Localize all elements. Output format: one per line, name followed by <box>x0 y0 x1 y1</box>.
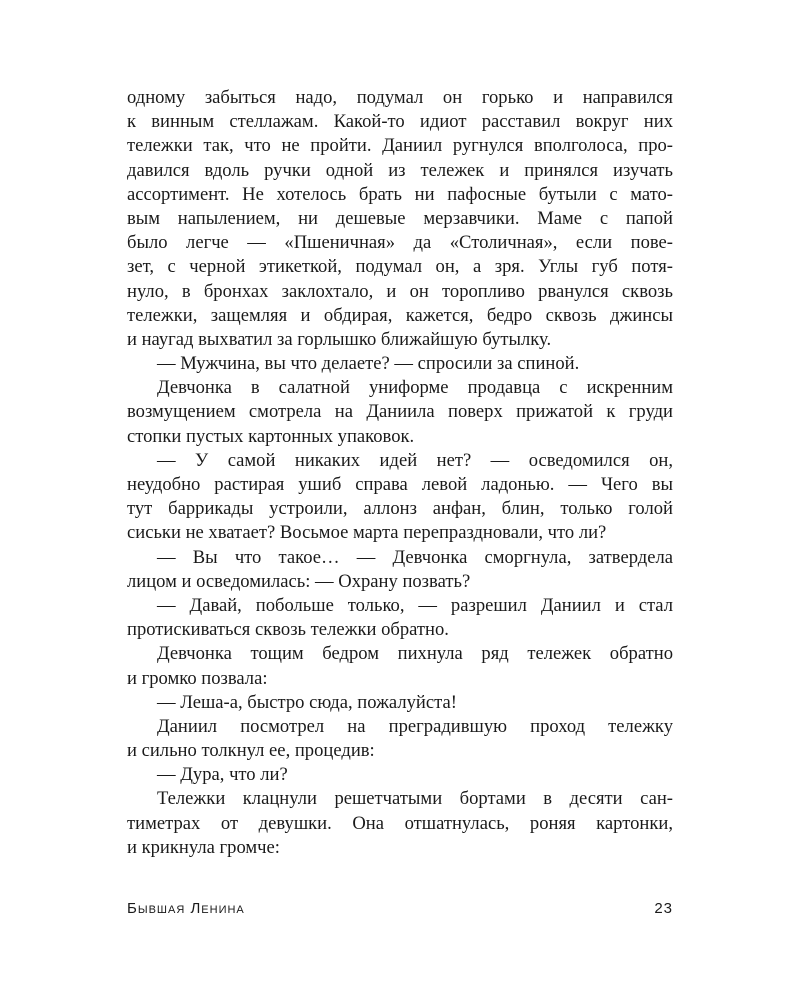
text-line: тележки, защемляя и обдирая, кажется, бедро сквозь джинсы <box>127 304 673 326</box>
paragraph <box>127 546 673 594</box>
text-line: — Леша-а, быстро сюда, пожалуйста! <box>157 691 457 713</box>
running-title: Бывшая Ленина <box>127 900 245 917</box>
text-line: — Вы что такое… — Девчонка сморгнула, затвердела <box>157 546 673 568</box>
paragraph <box>127 376 673 449</box>
paragraph <box>127 449 673 546</box>
text-line: возмущением смотрела на Даниила поверх прижатой к груди <box>127 401 673 423</box>
paragraph <box>127 691 673 715</box>
text-line: Тележки клацнули решетчатыми бортами в десяти сан- <box>157 788 673 810</box>
text-line: и громко позвала: <box>127 667 268 689</box>
text-line: протискиваться сквозь тележки обратно. <box>127 619 449 641</box>
text-line: лицом и осведомилась: — Охрану позвать? <box>127 570 471 592</box>
text-line: — Давай, побольше только, — разрешил Даниил и стал <box>157 594 673 616</box>
text-line: к винным стеллажам. Какой-то идиот расставил вокруг них <box>127 111 673 133</box>
text-line: давился вдоль ручки одной из тележек и принялся изучать <box>127 159 673 181</box>
text-line: одному забыться надо, подумал он горько и направился <box>127 87 673 108</box>
page-footer <box>127 900 673 924</box>
text-line: Девчонка в салатной униформе продавца с искренним <box>157 377 673 399</box>
text-line: Даниил посмотрел на преградившую проход тележку <box>157 715 673 737</box>
paragraph <box>127 642 673 690</box>
page-number: 23 <box>654 900 673 917</box>
text-line: тележки так, что не пройти. Даниил ругнулся вполголоса, про- <box>127 135 673 157</box>
text-line: стопки пустых картонных упаковок. <box>127 425 415 447</box>
paragraph <box>127 352 673 376</box>
page-body-text <box>127 86 673 860</box>
text-line: и наугад выхватил за горлышко ближайшую бутылку. <box>127 328 552 350</box>
text-line: — Дура, что ли? <box>157 764 288 786</box>
text-line: — Мужчина, вы что делаете? — спросили за спиной. <box>157 353 580 375</box>
paragraph <box>127 86 673 352</box>
text-line: и сильно толкнул ее, процедив: <box>127 740 375 762</box>
paragraph <box>127 787 673 860</box>
text-line: нуло, в бронхах заклохтало, и он торопливо рванулся сквозь <box>127 280 673 302</box>
text-line: — У самой никаких идей нет? — осведомился он, <box>157 449 673 471</box>
text-line: сиськи не хватает? Восьмое марта перепраздновали, что ли? <box>127 522 607 544</box>
text-line: зет, с черной этикеткой, подумал он, а зря. Углы губ потя- <box>127 256 673 278</box>
text-line: тиметрах от девушки. Она отшатнулась, роняя картонки, <box>127 812 673 834</box>
text-line: и крикнула громче: <box>127 836 280 858</box>
text-line: ассортимент. Не хотелось брать ни пафосные бутыли с мато- <box>127 183 673 205</box>
text-line: неудобно растирая ушиб справа левой ладонью. — Чего вы <box>127 474 673 495</box>
paragraph <box>127 763 673 787</box>
paragraph <box>127 594 673 642</box>
text-line: тут баррикады устроили, аллонз анфан, блин, только голой <box>127 498 673 520</box>
text-line: было легче — «Пшеничная» да «Столичная», если пове- <box>127 232 673 254</box>
paragraph <box>127 715 673 763</box>
text-line: вым напылением, ни дешевые мерзавчики. Маме с папой <box>127 207 673 229</box>
text-line: Девчонка тощим бедром пихнула ряд тележек обратно <box>157 643 673 665</box>
